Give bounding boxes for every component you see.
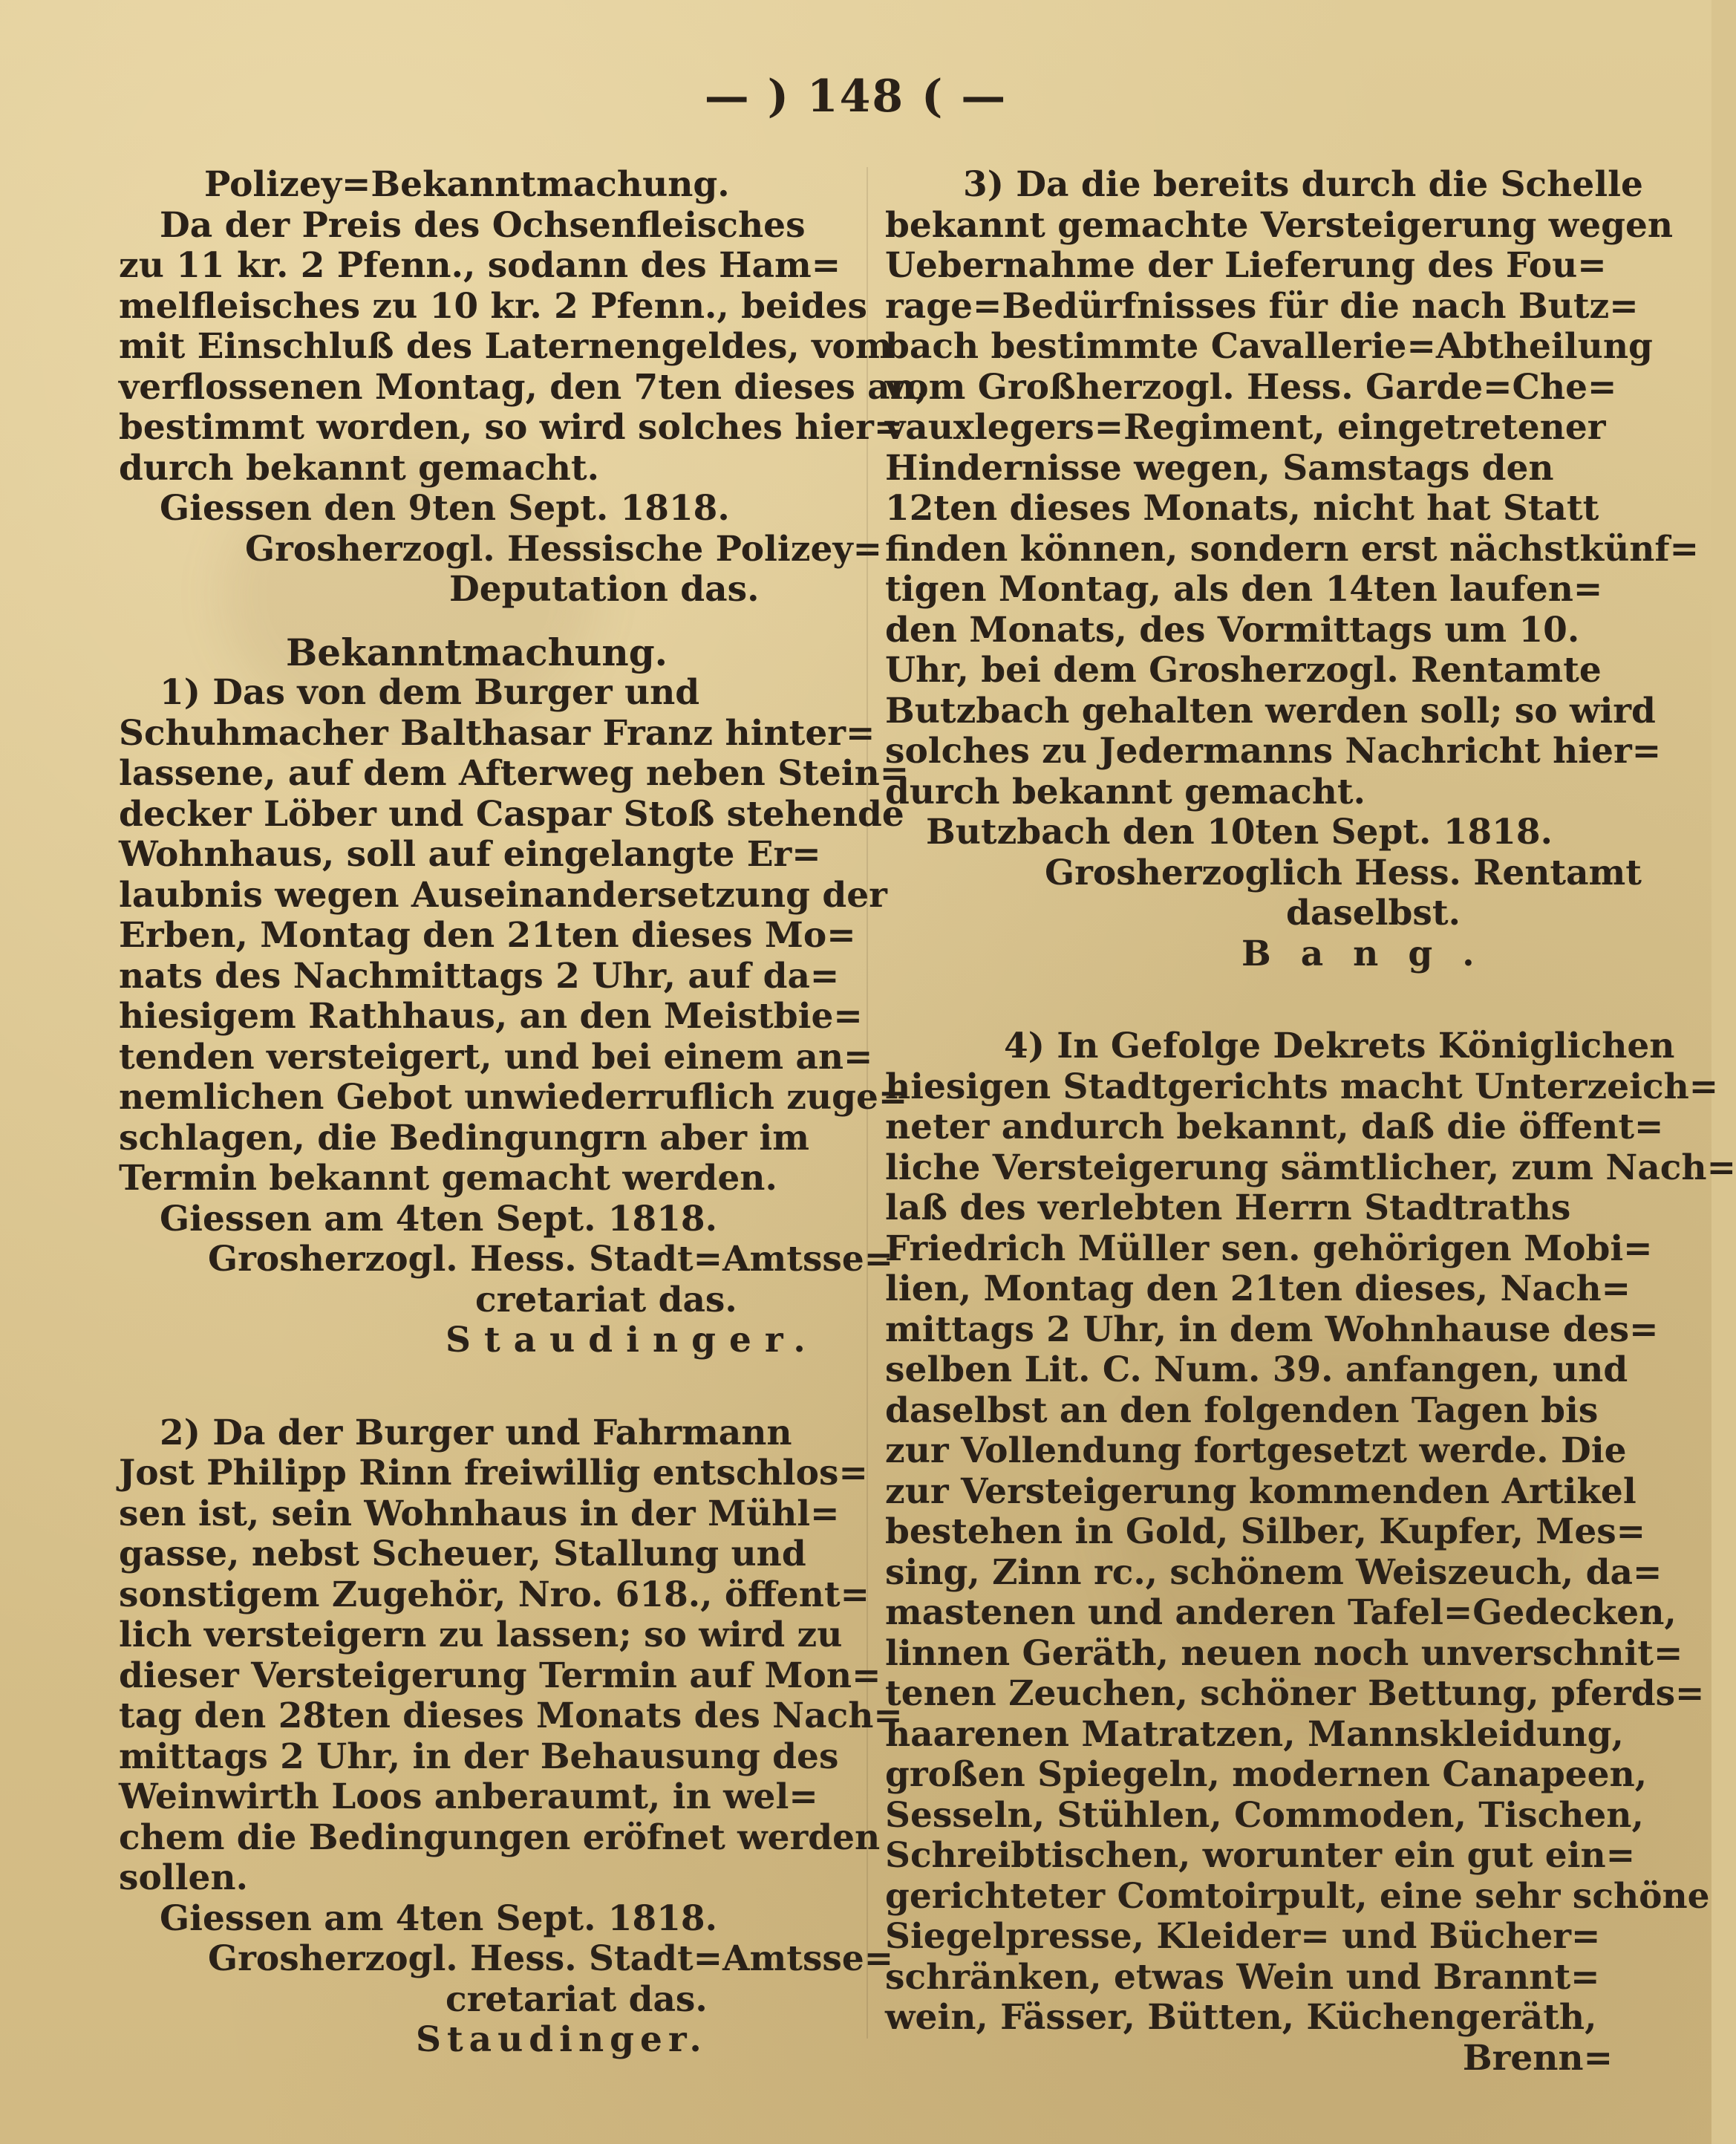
text-line: sen ist, sein Wohnhaus in der Mühl= [119,1493,840,1534]
text-line: Hindernisse wegen, Samstags den [885,447,1554,489]
text-line: zur Vollendung fortgesetzt werde. Die [885,1430,1627,1471]
notice-heading: Bekanntmachung. [286,630,668,674]
text-line: Friedrich Müller sen. gehörigen Mobi= [885,1228,1653,1269]
text-line: linnen Geräth, neuen noch unverschnit= [885,1632,1683,1674]
text-line: lich versteigern zu lassen; so wird zu [119,1614,843,1655]
text-line: mittags 2 Uhr, in dem Wohnhause des= [885,1309,1659,1350]
place-date: Butzbach den 10ten Sept. 1818. [926,812,1553,853]
text-line: vom Großherzogl. Hess. Garde=Che= [885,366,1617,408]
text-line: gasse, nebst Scheuer, Stallung und [119,1534,806,1574]
signature-line: Deputation das. [449,569,760,610]
text-line: Schuhmacher Balthasar Franz hinter= [119,712,875,754]
text-line: Termin bekannt gemacht werden. [119,1158,777,1199]
text-line: Uhr, bei dem Grosherzogl. Rentamte [885,650,1602,691]
text-line: sing, Zinn rc., schönem Weiszeuch, da= [885,1551,1662,1593]
text-line: Butzbach gehalten werden soll; so wird [885,690,1656,731]
signer-name: Staudinger. [446,1320,819,1361]
place-date: Giessen am 4ten Sept. 1818. [160,1897,717,1939]
left-column [119,164,928,2061]
text-line: durch bekannt gemacht. [119,447,599,489]
text-line: Da der Preis des Ochsenfleisches [160,204,806,246]
notice-item-4 [885,1026,1736,2079]
signature-line: cretariat das. [475,1279,737,1320]
text-line: bekannt gemachte Versteigerung wegen [885,204,1674,246]
text-line: nemlichen Gebot unwiederruflich zuge= [119,1077,908,1118]
text-line: haarenen Matratzen, Mannskleidung, [885,1713,1624,1755]
text-line: 4) In Gefolge Dekrets Königlichen [1004,1026,1675,1066]
text-line: rage=Bedürfnisses für die nach Butz= [885,285,1639,327]
text-line: Siegelpresse, Kleider= und Bücher= [885,1916,1601,1957]
text-line: neter andurch bekannt, daß die öffent= [885,1107,1664,1147]
text-line: gerichteter Comtoirpult, eine sehr schöne [885,1875,1710,1917]
text-line: finden können, sondern erst nächstkünf= [885,528,1700,570]
text-line: Schreibtischen, worunter ein gut ein= [885,1835,1636,1876]
signer-name: Bang. [1241,933,1504,974]
text-line: Weinwirth Loos anberaumt, in wel= [119,1776,818,1817]
notice-item-3 [885,164,1700,974]
text-line: tenen Zeuchen, schöner Bettung, pferds= [885,1673,1705,1714]
text-line: bach bestimmte Cavallerie=Abtheilung [885,326,1653,367]
text-line: 12ten dieses Monats, nicht hat Statt [885,488,1599,529]
text-line: lassene, auf dem Afterweg neben Stein= [119,753,910,794]
text-line: chem die Bedingungen eröfnet werden [119,1816,881,1858]
text-line: tag den 28ten dieses Monats des Nach= [119,1695,903,1736]
text-line: sollen. [119,1857,248,1898]
text-line: sonstigem Zugehör, Nro. 618., öffent= [119,1574,869,1615]
text-line: Brenn= [1462,2037,1613,2079]
text-line: bestimmt worden, so wird solches hier= [119,407,904,448]
text-line: großen Spiegeln, modernen Canapeen, [885,1754,1648,1795]
text-line: zur Versteigerung kommenden Artikel [885,1470,1637,1512]
text-line: 2) Da der Burger und Fahrmann [160,1412,792,1453]
text-line: bestehen in Gold, Silber, Kupfer, Mes= [885,1511,1646,1552]
text-line: daselbst an den folgenden Tagen bis [885,1389,1599,1431]
text-line: tenden versteigert, und bei einem an= [119,1036,873,1078]
text-line: tigen Montag, als den 14ten laufen= [885,569,1603,610]
text-line: Jost Philipp Rinn freiwillig entschlos= [119,1453,868,1493]
text-line: 1) Das von dem Burger und [160,672,700,713]
signature-line: Grosherzoglich Hess. Rentamt [1045,852,1642,893]
place-date: Giessen den 9ten Sept. 1818. [160,488,730,529]
text-line: solches zu Jedermanns Nachricht hier= [885,731,1662,772]
right-column [885,164,1736,2079]
notice-item-2 [119,1412,903,2061]
signature-line: Grosherzogl. Hess. Stadt=Amtsse= [208,1938,894,1979]
police-notice [119,164,928,610]
text-line: nats des Nachmittags 2 Uhr, auf da= [119,955,840,997]
text-line: zu 11 kr. 2 Pfenn., sodann des Ham= [119,245,841,286]
page-number: — ) 148 ( — [704,71,1008,123]
text-line: melfleisches zu 10 kr. 2 Pfenn., beides [119,285,867,327]
signature-line: Grosherzogl. Hessische Polizey= [245,528,883,570]
text-line: durch bekannt gemacht. [885,771,1365,812]
text-line: dieser Versteigerung Termin auf Mon= [119,1655,881,1696]
text-line: mit Einschluß des Laternengeldes, vom [119,326,893,367]
text-line: mastenen und anderen Tafel=Gedecken, [885,1592,1677,1633]
text-line: Uebernahme der Lieferung des Fou= [885,245,1607,286]
notice-item-1 [119,672,910,1361]
police-notice-title: Polizey=Bekanntmachung. [204,164,730,205]
text-line: den Monats, des Vormittags um 10. [885,609,1580,651]
text-line: wein, Fässer, Bütten, Küchengeräth, [885,1997,1597,2038]
text-line: hiesigem Rathhaus, an den Meistbie= [119,996,863,1037]
text-line: lien, Montag den 21ten dieses, Nach= [885,1268,1631,1309]
text-line: Wohnhaus, soll auf eingelangte Er= [119,834,821,875]
text-line: laubnis wegen Auseinandersetzung der [119,874,887,916]
text-line: schlagen, die Bedingungrn aber im [119,1117,810,1159]
signer-name: Staudinger. [416,2019,708,2060]
text-line: decker Löber und Caspar Stoß stehende [119,793,904,835]
text-line: selben Lit. C. Num. 39. anfangen, und [885,1349,1628,1390]
text-line: verflossenen Montag, den 7ten dieses an, [119,366,928,408]
signature-line: daselbst. [1286,893,1461,933]
text-line: liche Versteigerung sämtlicher, zum Nach= [885,1147,1736,1188]
text-line: mittags 2 Uhr, in der Behausung des [119,1736,839,1777]
text-line: 3) Da die bereits durch die Schelle [963,164,1643,205]
text-line: vauxlegers=Regiment, eingetretener [885,407,1606,448]
signature-line: cretariat das. [446,1978,708,2020]
text-line: laß des verlebten Herrn Stadtraths [885,1187,1571,1228]
text-line: Sesseln, Stühlen, Commoden, Tischen, [885,1794,1644,1836]
text-line: Erben, Montag den 21ten dieses Mo= [119,915,856,956]
text-line: schränken, etwas Wein und Brannt= [885,1956,1600,1998]
text-line: hiesigen Stadtgerichts macht Unterzeich= [885,1066,1719,1107]
signature-line: Grosherzogl. Hess. Stadt=Amtsse= [208,1239,894,1280]
place-date: Giessen am 4ten Sept. 1818. [160,1198,717,1239]
